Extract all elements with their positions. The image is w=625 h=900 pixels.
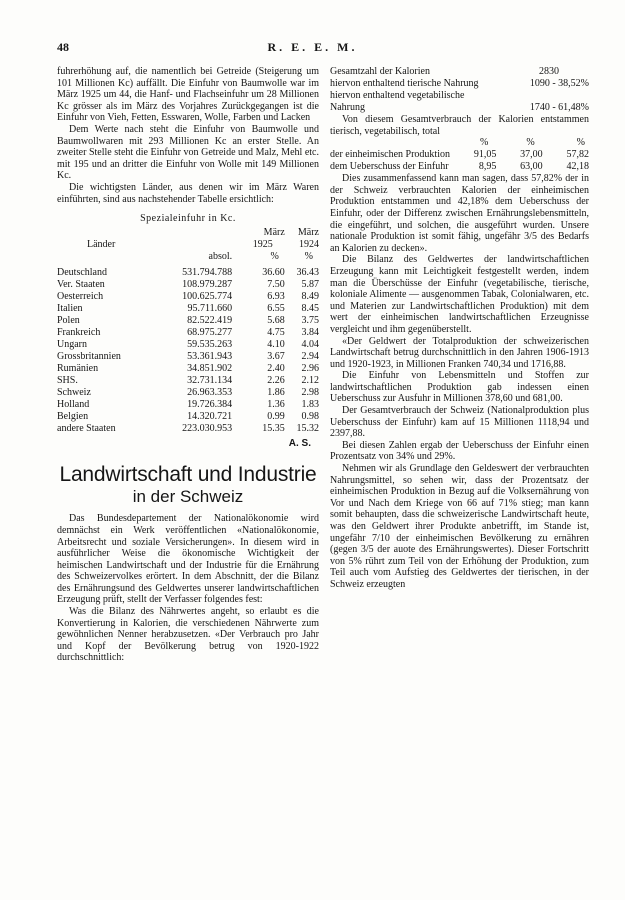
country-cell: Polen <box>57 314 80 326</box>
table-row <box>57 387 319 399</box>
table-caption: Spezialeinfuhr in Kc. <box>140 213 236 225</box>
pct-1924-cell: 4.04 <box>301 338 319 350</box>
table-row <box>57 279 319 291</box>
country-cell: Frankreich <box>57 326 101 338</box>
col-month-b: März <box>297 226 319 238</box>
absolute-cell: 32.731.134 <box>187 374 233 386</box>
pct-1925-cell: 7.50 <box>267 278 285 290</box>
paragraph: Dies zusammenfassend kann man sagen, dass 57,82% der in der Schweiz verbrauchten Kalorien der einheimischen Produktion entstammen und 42,18% dem Ueberschuss der Einfuhr, oder der Differenz zwischen Ernährungslebensmitteln, die eingeführt, und solchen, die ausgeführt wurden. Unsere nationale Produktion ist somit fähig, ungefähr 3/5 des Bedarfs an Kalorien zu decken». <box>330 173 589 254</box>
import-table <box>57 227 319 435</box>
pct-1925-cell: 6.93 <box>267 290 285 302</box>
left-column <box>57 66 319 664</box>
country-cell: Italien <box>57 302 83 314</box>
absolute-cell: 223.030.953 <box>182 422 233 434</box>
pct-1924-cell: 3.75 <box>301 314 319 326</box>
col-pct-a: % <box>270 250 279 262</box>
pct-1924-cell: 2.98 <box>301 386 319 398</box>
country-cell: Rumänien <box>57 362 99 374</box>
pct-1924-cell: 1.83 <box>301 398 319 410</box>
paragraph: Die Bilanz des Geldwertes der landwirtschaftlichen Erzeugung kann mit Leichtigkeit festgestellt werden, indem man die Überschüsse der Einfuhr (vegetabilische, tierische, koloniale Alimente — ausgenommen Tabak, Colonialwaren, etc. und Materien zur Landwirtschaftlichen Produktion) mit dem wert der einheimischen landwirtschaftlichen Erzeugnisse vergleicht und ihm gegenüberstellt. <box>330 254 589 335</box>
pct-1925-cell: 4.75 <box>267 326 285 338</box>
absolute-cell: 19.726.384 <box>187 398 233 410</box>
pct-1925-cell: 0.99 <box>267 410 285 422</box>
pct-1925-cell: 1.36 <box>267 398 285 410</box>
pct-1925-cell: 3.67 <box>267 350 285 362</box>
absolute-cell: 14.320.721 <box>187 410 233 422</box>
country-cell: Ver. Staaten <box>57 278 105 290</box>
paragraph: Die Einfuhr von Lebensmitteln und Stoffen zur landwirtschaftlichen Produktion gab indessen einen Ueberschuss zur Ausfuhr in Millionen 378,60 und 681,00. <box>330 370 589 405</box>
table-row <box>57 351 319 363</box>
pct-value: 42,18 <box>566 161 589 173</box>
paragraph: Nehmen wir als Grundlage den Geldeswert der verbrauchten Nahrungsmittel, so sehen wir, dass der Prozentsatz der einheimischen Produktion in Bezug auf die Volksernährung von Vor und Nach dem Kriege von 66 auf 71% stieg; man kann somit behaupten, dass die schweizerische Landwirtschaft heute, was den Geldwert ihrer Produkte anbetrifft, im Stande ist, ungefähr 7/10 der einheimischen Bevölkerung zu ernähren (gegen 3/5 der auote des Ernährungswertes). Dieser Fortschritt von 5% rührt zum Teil von der Erhöhung der Produktion, zum Teil auch vom Aufstieg des Geldwertes der tierischen, in der Schweiz erzeugten <box>330 463 589 590</box>
pct-1925-cell: 5.68 <box>267 314 285 326</box>
calorie-value: 1090 - 38,52% <box>529 78 589 89</box>
country-cell: Ungarn <box>57 338 87 350</box>
paragraph: Die wichtigsten Länder, aus denen wir im März Waren einführten, sind aus nachstehender Tabelle ersichtlich: <box>57 181 319 205</box>
col-abs: absol. <box>208 250 233 262</box>
table-row <box>57 375 319 387</box>
pct-header: % <box>479 137 489 149</box>
paragraph: fuhrerhöhung auf, die namentlich bei Getreide (Steigerung um 101 Millionen Kc) auffällt. Die Einfuhr von Baumwolle war im März 1925 um 44, die Hanf- und Flachseinfuhr um 28 Millionen Kc grösser als im März des Vorjahres Zurückgegangen ist die Einfuhr von Vieh, Fetten, Esswaren, Wolle, Farben und Lacken <box>57 66 319 124</box>
pct-1924-cell: 2.96 <box>301 362 319 374</box>
pct-1924-cell: 3.84 <box>301 326 319 338</box>
country-cell: Oesterreich <box>57 290 104 302</box>
absolute-cell: 53.361.943 <box>187 350 233 362</box>
pct-header: % <box>526 137 535 149</box>
pct-1924-cell: 5.87 <box>301 278 319 290</box>
pct-1924-cell: 8.49 <box>301 290 319 302</box>
calorie-table <box>330 66 589 114</box>
country-cell: Schweiz <box>57 386 91 398</box>
calorie-value: 1740 - 61,48% <box>529 102 589 113</box>
calorie-value: 2830 <box>539 66 559 77</box>
paragraph: Was die Bilanz des Nährwertes angeht, so erlaubt es die Konvertierung in Kalorien, die verschiedenen Nährwerte zum gewöhnlichen Nenner herabzusetzen. «Der Verbrauch pro Jahr und Kopf der Bevölkerung betrug von 1920-1922 durchschnittlich: <box>57 606 319 664</box>
col-pct-b: % <box>304 250 313 262</box>
col-year-b: 1924 <box>299 238 319 250</box>
absolute-cell: 95.711.660 <box>187 302 233 314</box>
pct-1925-cell: 15.35 <box>262 422 285 434</box>
pct-1925-cell: 36.60 <box>262 266 285 278</box>
pct-1925-cell: 6.55 <box>267 302 285 314</box>
table-row <box>57 399 319 411</box>
journal-title: R. E. E. M. <box>267 40 358 54</box>
absolute-cell: 531.794.788 <box>182 266 233 278</box>
table-row <box>57 411 319 423</box>
calorie-label: Gesamtzahl der Kalorien <box>330 66 430 77</box>
col-month-a: März <box>263 226 285 238</box>
pct-1924-cell: 2.12 <box>301 374 319 386</box>
pct-1924-cell: 8.45 <box>301 302 319 314</box>
absolute-cell: 26.963.353 <box>187 386 233 398</box>
pct-value: 37,00 <box>520 149 543 161</box>
pct-value: 57,82 <box>566 149 589 161</box>
table-row <box>57 363 319 375</box>
pct-1924-cell: 15.32 <box>296 422 319 434</box>
signature: A. S. <box>288 437 311 449</box>
pct-1924-cell: 36.43 <box>296 266 319 278</box>
paragraph: Das Bundesdepartement der Nationalökonomie wird demnächst ein Werk veröffentlichen «Nationalökonomie, Arbeitsrecht und soziale Versicherungen». In diesem wird in ausführlicher Weise die ökonomische Wichtigkeit der heimischen Landwirtschaft und der Industrie für die Ernährung des Schweizervolkes erörtert. In dem Abschnitt, der die Bilanz des Ernährungsund des Geldwertes unserer landwirtschaftlichen Erzeugung prüft, stellt der Verfasser folgendes fest: <box>57 513 319 606</box>
article-subtitle: in der Schweiz <box>132 487 244 507</box>
pct-1925-cell: 1.86 <box>267 386 285 398</box>
pct-value: 8,95 <box>478 161 497 173</box>
paragraph: «Der Geldwert der Totalproduktion der schweizerischen Landwirtschaft betrug durchschnittlich in den Jahren 1906-1913 und 1920-1923, in Millionen Franken 740,34 und 1716,88. <box>330 335 589 370</box>
absolute-cell: 34.851.902 <box>187 362 233 374</box>
absolute-cell: 68.975.277 <box>187 326 233 338</box>
country-cell: Holland <box>57 398 90 410</box>
table-row <box>57 327 319 339</box>
country-cell: SHS. <box>57 374 78 386</box>
paragraph: Bei diesen Zahlen ergab der Ueberschuss der Einfuhr einen Prozentsatz von 34% und 29%. <box>330 439 589 463</box>
table-row <box>57 303 319 315</box>
pct-1924-cell: 2.94 <box>301 350 319 362</box>
pct-1925-cell: 2.26 <box>267 374 285 386</box>
pct-1925-cell: 2.40 <box>267 362 285 374</box>
country-cell: Belgien <box>57 410 89 422</box>
table-row <box>57 423 319 435</box>
absolute-cell: 100.625.774 <box>182 290 233 302</box>
paragraph: Der Gesamtverbrauch der Schweiz (Nationalproduktion plus Ueberschuss der Einfuhr) kam auf 15 Millionen 1118,94 und 2397,88. <box>330 405 589 440</box>
pct-1924-cell: 0.98 <box>301 410 319 422</box>
pct-value: 91,05 <box>473 149 497 161</box>
table-row <box>57 291 319 303</box>
calorie-label: hiervon enthaltend vegetabilische Nahrung <box>330 90 465 113</box>
table-row <box>57 339 319 351</box>
pct-value: 63,00 <box>520 161 543 173</box>
paragraph: Von diesem Gesamtverbrauch der Kalorien entstammen tierisch, vegetabilisch, total <box>330 114 589 137</box>
absolute-cell: 82.522.419 <box>187 314 233 326</box>
country-cell: andere Staaten <box>57 422 116 434</box>
table-row <box>57 267 319 279</box>
col-country: Länder <box>87 238 116 250</box>
absolute-cell: 108.979.287 <box>182 278 233 290</box>
right-column <box>330 66 589 591</box>
country-cell: Deutschland <box>57 266 107 278</box>
pct-row-label: dem Ueberschuss der Einfuhr <box>330 161 449 173</box>
pct-1925-cell: 4.10 <box>267 338 285 350</box>
pct-row-label: der einheimischen Produktion <box>330 149 450 161</box>
article-title: Landwirtschaft und Industrie <box>59 463 317 487</box>
calorie-label: hiervon enthaltend tierische Nahrung <box>330 78 479 89</box>
paragraph: Dem Werte nach steht die Einfuhr von Baumwolle und Baumwollwaren mit 293 Millionen Kc an erster Stelle. An zweiter Stelle steht die Einfuhr von Getreide und Malz, Mehl etc. mit 195 und an dritter die Einfuhr von Wolle mit 149 Millionen Kc. <box>57 123 319 182</box>
pct-header: % <box>576 137 585 149</box>
percent-table <box>330 137 589 173</box>
absolute-cell: 59.535.263 <box>187 338 233 350</box>
page-number: 48 <box>57 40 69 54</box>
col-year-a: 1925 <box>252 238 273 250</box>
table-row <box>57 315 319 327</box>
country-cell: Grossbritannien <box>57 350 121 362</box>
